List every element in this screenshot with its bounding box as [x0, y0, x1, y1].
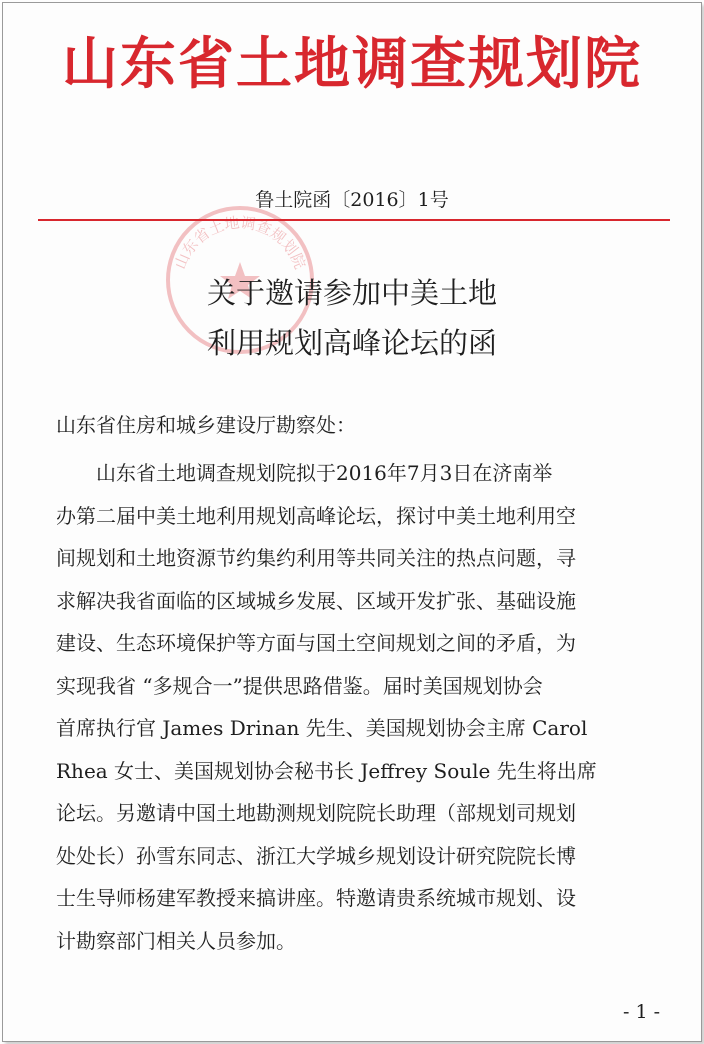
body-line: 山东省土地调查规划院拟于2016年7月3日在济南举	[96, 461, 553, 485]
body-line: 实现我省 “多规合一”提供思路借鉴。届时美国规划协会	[56, 673, 543, 698]
letter-subject	[0, 268, 704, 368]
body-line: 处处长）孙雪东同志、浙江大学城乡规划设计研究院院长博	[56, 843, 576, 868]
seal-text: 山东省土地调查规划院	[170, 213, 310, 272]
body-line: 计勘察部门相关人员参加。	[56, 928, 296, 953]
body-line: Rhea 女士、美国规划协会秘书长 Jeffrey Soule 先生将出席	[56, 758, 597, 783]
letter-body	[56, 452, 666, 962]
body-line: 首席执行官 James Drinan 先生、美国规划协会主席 Carol	[56, 716, 588, 740]
document-number: 鲁土院函〔2016〕1号	[255, 189, 449, 211]
subject-line-2: 利用规划高峰论坛的函	[206, 326, 497, 360]
body-line: 办第二届中美土地利用规划高峰论坛，探讨中美土地利用空	[56, 503, 576, 528]
page-number: - 1 -	[622, 1001, 660, 1023]
letterhead-title: 山东省土地调查规划院	[62, 32, 642, 97]
body-line: 论坛。另邀请中国土地勘测规划院院长助理（部规划司规划	[56, 801, 576, 825]
body-line: 求解决我省面临的区域城乡发展、区域开发扩张、基础设施	[56, 588, 576, 613]
subject-line-1: 关于邀请参加中美土地	[206, 276, 497, 310]
red-divider-line	[38, 219, 670, 221]
salutation: 山东省住房和城乡建设厅勘察处：	[56, 413, 356, 437]
body-line: 士生导师杨建军教授来搞讲座。特邀请贵系统城市规划、设	[56, 886, 576, 910]
body-line: 建设、生态环境保护等方面与国土空间规划之间的矛盾，为	[56, 631, 576, 655]
body-line: 间规划和土地资源节约集约利用等共同关注的热点问题，寻	[56, 546, 576, 570]
